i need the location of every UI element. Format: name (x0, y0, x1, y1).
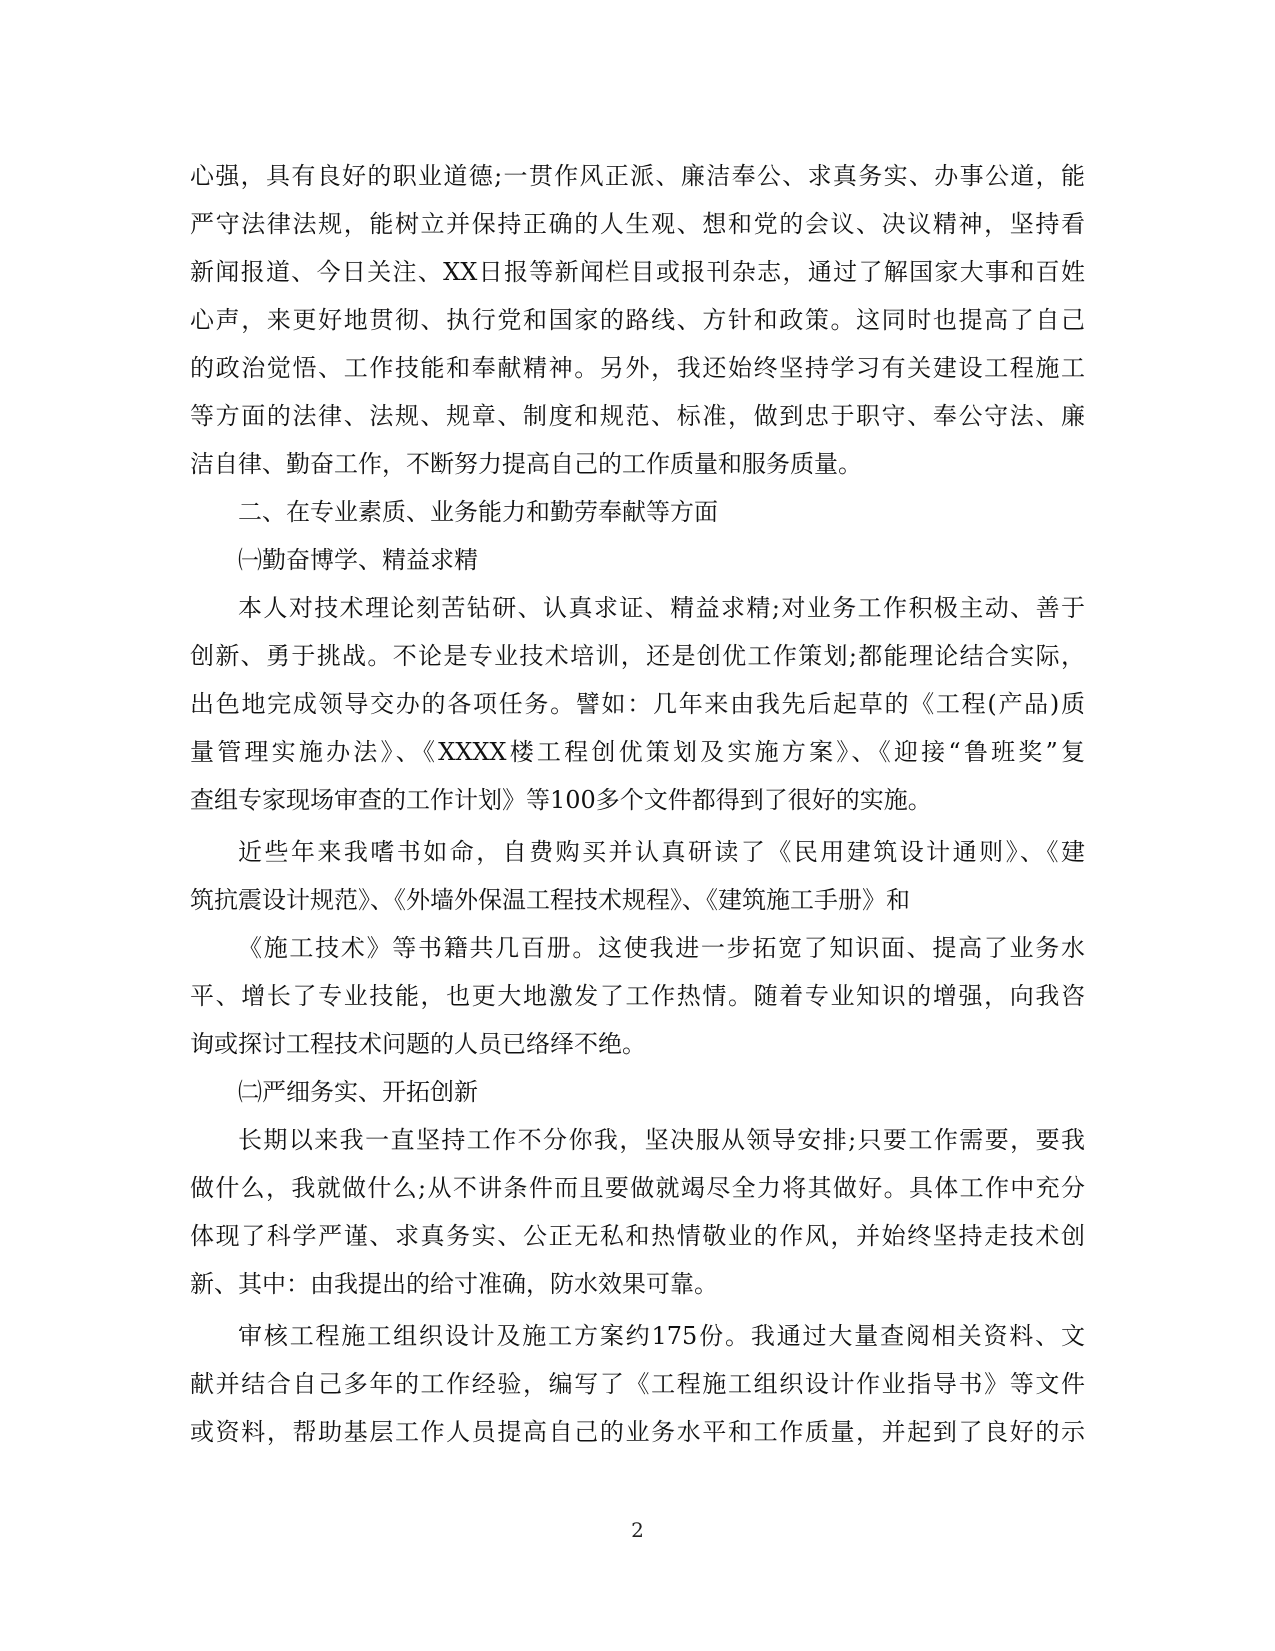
paragraph-diligence (190, 1116, 1085, 1308)
text-line: 洁自律、勤奋工作，不断努力提高自己的工作质量和服务质量。 (190, 450, 862, 478)
text-line: 近些年来我嗜书如命，自费购买并认真研读了《民用建筑设计通则》、《建 (238, 838, 1085, 866)
text-line: 等方面的法律、法规、规章、制度和规范、标准，做到忠于职守、奉公守法、廉 (190, 402, 1085, 430)
text-line: 长期以来我一直坚持工作不分你我，坚决服从领导安排;只要工作需要，要我 (238, 1126, 1085, 1154)
text-line: 审核工程施工组织设计及施工方案约175份。我通过大量查阅相关资料、文 (238, 1322, 1085, 1350)
text-line: 献并结合自己多年的工作经验，编写了《工程施工组织设计作业指导书》等文件 (190, 1370, 1085, 1398)
heading-text: ㈠勤奋博学、精益求精 (238, 546, 478, 574)
paragraph-review (190, 1312, 1085, 1456)
text-line: 量管理实施办法》、《XXXX楼工程创优策划及实施方案》、《迎接“鲁班奖”复 (190, 738, 1085, 766)
text-line: 或资料，帮助基层工作人员提高自己的业务水平和工作质量，并起到了良好的示 (190, 1418, 1085, 1446)
text-line: 询或探讨工程技术问题的人员已络绎不绝。 (190, 1030, 646, 1058)
paragraph-integrity (190, 152, 1085, 488)
heading-text: 二、在专业素质、业务能力和勤劳奉献等方面 (238, 498, 718, 526)
page-number: 2 (631, 1518, 644, 1542)
text-line: 体现了科学严谨、求真务实、公正无私和热情敬业的作风，并始终坚持走技术创 (190, 1222, 1085, 1250)
text-line: 《施工技术》等书籍共几百册。这使我进一步拓宽了知识面、提高了业务水 (238, 934, 1085, 962)
text-line: 本人对技术理论刻苦钻研、认真求证、精益求精;对业务工作积极主动、善于 (238, 594, 1085, 622)
body-text (190, 152, 1085, 1456)
text-line: 心强，具有良好的职业道德;一贯作风正派、廉洁奉公、求真务实、办事公道，能 (190, 162, 1085, 190)
text-line: 筑抗震设计规范》、《外墙外保温工程技术规程》、《建筑施工手册》和 (190, 886, 910, 914)
text-line: 新、其中：由我提出的给寸准确，防水效果可靠。 (190, 1270, 718, 1298)
text-line: 创新、勇于挑战。不论是专业技术培训，还是创优工作策划;都能理论结合实际， (190, 642, 1085, 670)
heading-text: ㈡严细务实、开拓创新 (238, 1078, 478, 1106)
paragraph-books (190, 924, 1085, 1068)
subheading-1 (190, 536, 1085, 584)
subheading-2 (190, 1068, 1085, 1116)
text-line: 查组专家现场审查的工作计划》等100多个文件都得到了很好的实施。 (190, 786, 932, 814)
section-heading-2 (190, 488, 1085, 536)
text-line: 新闻报道、今日关注、XX日报等新闻栏目或报刊杂志，通过了解国家大事和百姓 (190, 258, 1085, 286)
text-line: 严守法律法规，能树立并保持正确的人生观、想和党的会议、决议精神，坚持看 (190, 210, 1085, 238)
text-line: 的政治觉悟、工作技能和奉献精神。另外，我还始终坚持学习有关建设工程施工 (190, 354, 1085, 382)
text-line: 平、增长了专业技能，也更大地激发了工作热情。随着专业知识的增强，向我咨 (190, 982, 1085, 1010)
paragraph-technical-study (190, 584, 1085, 824)
text-line: 做什么，我就做什么;从不讲条件而且要做就竭尽全力将其做好。具体工作中充分 (190, 1174, 1085, 1202)
text-line: 心声，来更好地贯彻、执行党和国家的路线、方针和政策。这同时也提高了自己 (190, 306, 1085, 334)
paragraph-reading (190, 828, 1085, 924)
text-line: 出色地完成领导交办的各项任务。譬如：几年来由我先后起草的《工程(产品)质 (190, 690, 1085, 718)
